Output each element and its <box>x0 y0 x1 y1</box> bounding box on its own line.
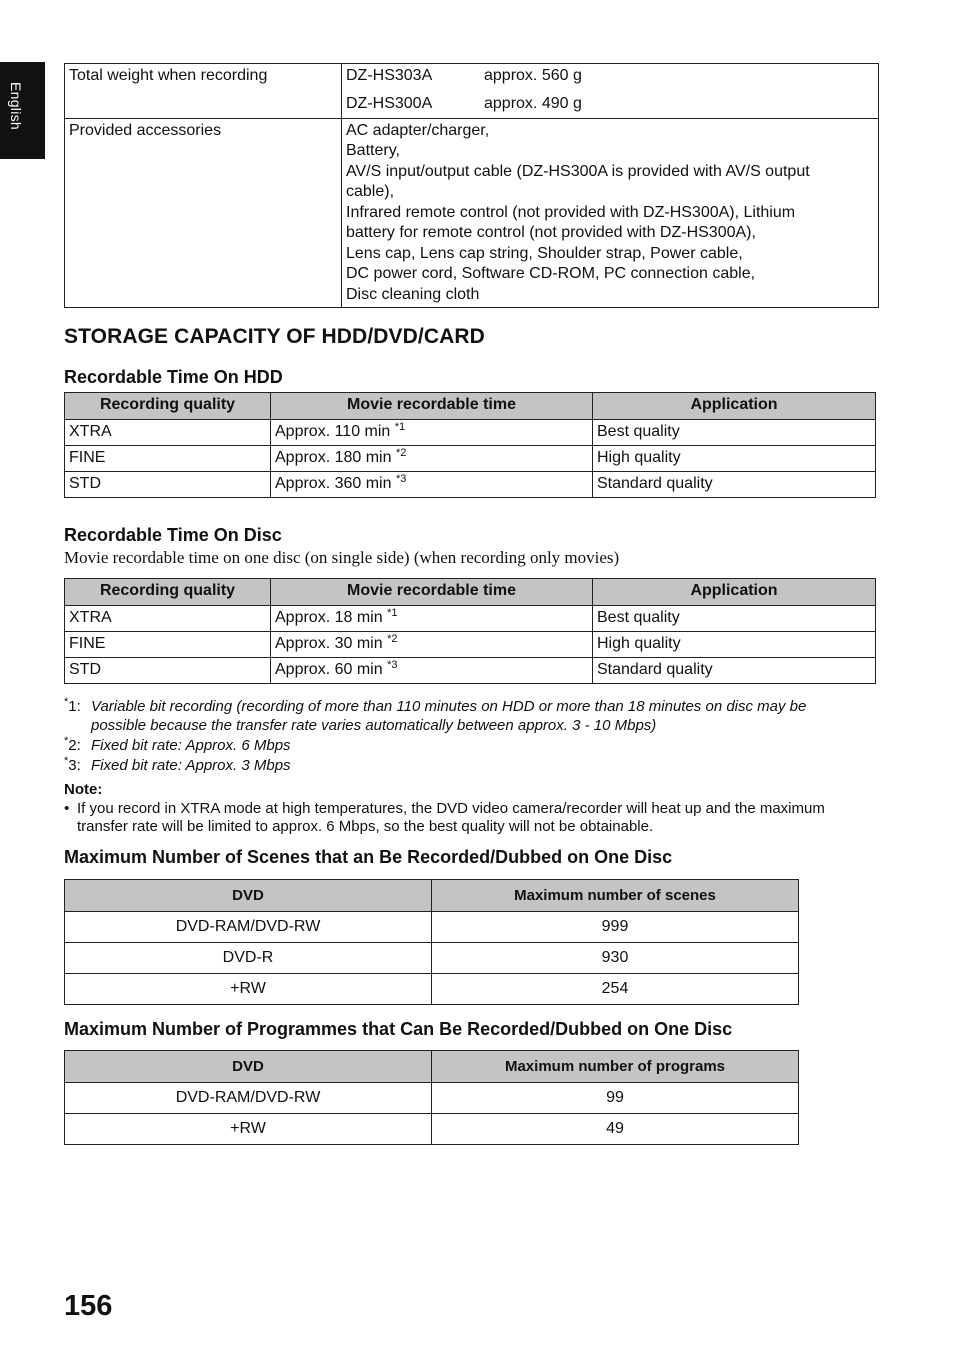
column-header: Application <box>593 393 876 420</box>
quality-cell: FINE <box>65 632 271 658</box>
quality-cell: XTRA <box>65 606 271 632</box>
accessories-list <box>342 118 879 308</box>
section-title: STORAGE CAPACITY OF HDD/DVD/CARD <box>64 325 485 348</box>
column-header: Application <box>593 579 876 606</box>
time-value: Approx. 180 min <box>275 449 396 466</box>
language-tab <box>0 62 45 159</box>
footnote-number: 1: <box>68 698 81 715</box>
time-cell <box>271 472 593 498</box>
footnote-key <box>64 697 81 716</box>
footnote-star: * <box>64 696 69 708</box>
accessory-line: AV/S input/output cable (DZ-HS300A is provided with AV/S output <box>346 162 810 180</box>
application-cell: Standard quality <box>593 658 876 684</box>
accessory-line: DC power cord, Software CD-ROM, PC connection cable, <box>346 265 756 282</box>
accessory-line: battery for remote control (not provided with DZ-HS300A), <box>346 224 756 241</box>
table-row <box>65 943 799 974</box>
table-header-row <box>65 880 799 912</box>
dvd-cell: DVD-R <box>65 943 432 974</box>
column-header: Movie recordable time <box>271 393 593 420</box>
hdd-title: Recordable Time On HDD <box>64 367 283 387</box>
note-heading: Note: <box>64 781 103 798</box>
footnote-number: 2: <box>68 737 81 754</box>
table-row <box>65 420 876 446</box>
application-cell: Best quality <box>593 606 876 632</box>
footnote-mark: *2 <box>387 633 398 645</box>
disc-table <box>64 578 876 684</box>
time-value: Approx. 360 min <box>275 475 396 492</box>
table-header-row <box>65 579 876 606</box>
footnote-text: Fixed bit rate: Approx. 3 Mbps <box>91 757 291 774</box>
table-header-row <box>65 1051 799 1083</box>
column-header: Recording quality <box>65 393 271 420</box>
table-row <box>65 632 876 658</box>
footnote-key <box>64 756 81 775</box>
count-cell: 49 <box>432 1114 799 1145</box>
accessory-line: Lens cap, Lens cap string, Shoulder strap, Power cable, <box>346 244 743 262</box>
time-cell <box>271 632 593 658</box>
hdd-table <box>64 392 876 498</box>
quality-cell: FINE <box>65 446 271 472</box>
table-row <box>65 1114 799 1145</box>
footnote-mark: *3 <box>395 473 407 485</box>
application-cell: High quality <box>593 446 876 472</box>
scenes-table <box>64 879 799 1005</box>
time-cell <box>271 420 593 446</box>
table-row <box>65 472 876 498</box>
table-row <box>65 64 879 119</box>
programmes-title: Maximum Number of Programmes that Can Be Recorded/Dubbed on One Disc <box>64 1019 733 1039</box>
weight-row <box>346 94 874 118</box>
application-cell: High quality <box>593 632 876 658</box>
table-row <box>65 1083 799 1114</box>
footnote-number: 3: <box>68 757 81 774</box>
column-header: DVD <box>65 1051 432 1083</box>
column-header: Maximum number of scenes <box>432 880 799 912</box>
accessory-line: AC adapter/charger, <box>346 121 490 139</box>
model-name: DZ-HS300A <box>346 94 433 112</box>
count-cell: 999 <box>432 912 799 943</box>
dvd-cell: DVD-RAM/DVD-RW <box>65 912 432 943</box>
scenes-title: Maximum Number of Scenes that an Be Recorded/Dubbed on One Disc <box>64 847 673 867</box>
footnote-mark: *2 <box>395 447 407 459</box>
table-row <box>65 658 876 684</box>
note-text: If you record in XTRA mode at high temperatures, the DVD video camera/recorder will heat up and the maximum transfer rate will be limited to approx. 6 Mbps, so the best quality will not be obtainable. <box>77 800 825 835</box>
dvd-cell: +RW <box>65 974 432 1005</box>
footnote-mark: *3 <box>387 659 398 671</box>
footnote-text: Fixed bit rate: Approx. 6 Mbps <box>91 737 291 754</box>
time-value: Approx. 30 min <box>275 635 388 652</box>
note-body <box>64 800 879 836</box>
table-header-row <box>65 393 876 420</box>
time-value: Approx. 18 min <box>275 609 388 626</box>
weight-value: approx. 490 g <box>484 94 582 112</box>
table-row <box>65 974 799 1005</box>
quality-cell: XTRA <box>65 420 271 446</box>
programmes-table <box>64 1050 799 1145</box>
application-cell: Standard quality <box>593 472 876 498</box>
column-header: Movie recordable time <box>271 579 593 606</box>
column-header: Maximum number of programs <box>432 1051 799 1083</box>
count-cell: 930 <box>432 943 799 974</box>
column-header: DVD <box>65 880 432 912</box>
footnote <box>64 756 291 775</box>
time-value: Approx. 110 min <box>275 423 395 440</box>
time-cell <box>271 446 593 472</box>
footnote <box>64 736 291 755</box>
model-name: DZ-HS303A <box>346 67 433 84</box>
dvd-cell: +RW <box>65 1114 432 1145</box>
footnote <box>64 697 864 735</box>
accessory-line: Battery, <box>346 142 400 159</box>
quality-cell: STD <box>65 472 271 498</box>
column-header: Recording quality <box>65 579 271 606</box>
disc-title: Recordable Time On Disc <box>64 525 282 545</box>
footnote-star: * <box>64 755 69 767</box>
table-row <box>65 118 879 308</box>
count-cell: 254 <box>432 974 799 1005</box>
footnote-key <box>64 736 81 755</box>
footnote-mark: *1 <box>394 421 406 433</box>
accessory-line: cable), <box>346 183 395 200</box>
accessories-label: Provided accessories <box>65 118 342 308</box>
weight-label: Total weight when recording <box>65 64 342 119</box>
time-value: Approx. 60 min <box>275 661 388 678</box>
disc-subtitle: Movie recordable time on one disc (on single side) (when recording only movies) <box>64 548 620 567</box>
table-row <box>65 606 876 632</box>
footnote-star: * <box>64 735 69 747</box>
spec-table <box>64 63 879 308</box>
count-cell: 99 <box>432 1083 799 1114</box>
accessory-line: Disc cleaning cloth <box>346 285 480 303</box>
dvd-cell: DVD-RAM/DVD-RW <box>65 1083 432 1114</box>
time-cell <box>271 606 593 632</box>
weight-values <box>342 64 879 119</box>
weight-value: approx. 560 g <box>484 67 582 84</box>
footnote-text: Variable bit recording (recording of more than 110 minutes on HDD or more than 18 minutes on disc may be possible because the transfer rate varies automatically between approx. 3 - 10 Mbps) <box>91 698 807 734</box>
bullet: • <box>64 800 70 817</box>
table-row <box>65 912 799 943</box>
application-cell: Best quality <box>593 420 876 446</box>
time-cell <box>271 658 593 684</box>
footnote-mark: *1 <box>387 607 398 619</box>
accessory-line: Infrared remote control (not provided with DZ-HS300A), Lithium <box>346 203 796 221</box>
weight-row <box>346 66 874 94</box>
quality-cell: STD <box>65 658 271 684</box>
page-number: 156 <box>64 1290 113 1322</box>
table-row <box>65 446 876 472</box>
language-tab-label: English <box>8 82 24 131</box>
